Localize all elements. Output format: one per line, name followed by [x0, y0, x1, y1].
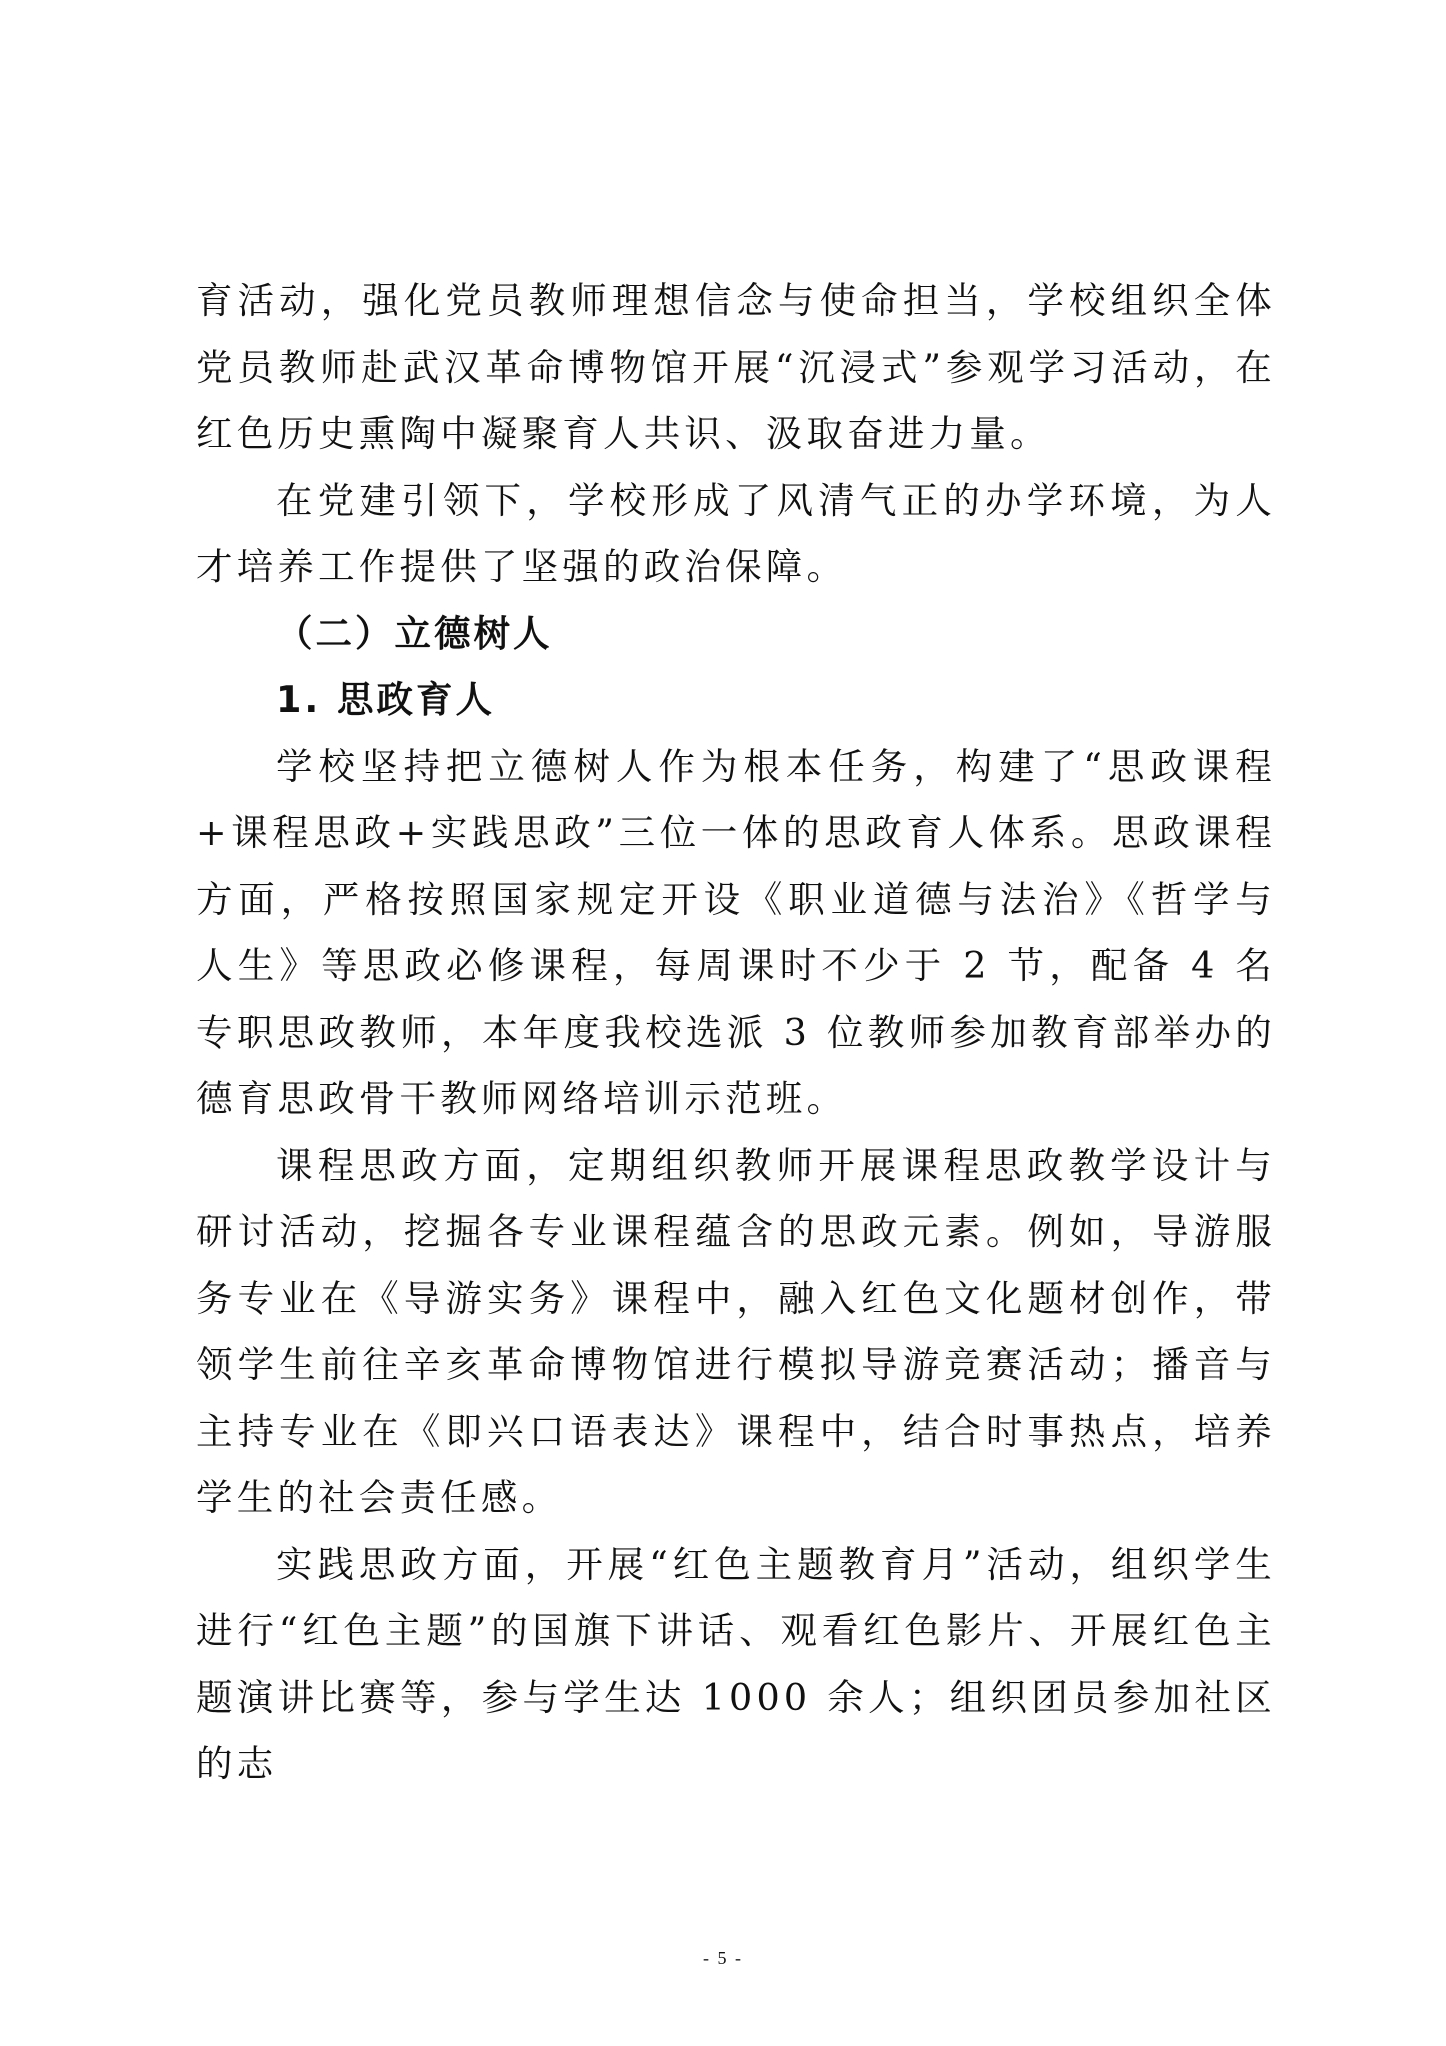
page-number: - 5 -: [703, 1948, 743, 1968]
paragraph-party-building-summary: 在党建引领下，学校形成了风清气正的办学环境，为人才培养工作提供了坚强的政治保障。: [196, 478, 1276, 588]
paragraph-ideological-courses: 学校坚持把立德树人作为根本任务，构建了“思政课程+课程思政+实践思政”三位一体的思政育人体系。思政课程方面，严格按照国家规定开设《职业道德与法治》《哲学与人生》等思政必修课程，每周课时不少于 2 节，配备 4 名专职思政教师，本年度我校选派 3 位教师参加教育部举办的德育思政骨干教师网络培训示范班。: [196, 744, 1276, 1120]
section-heading: （二）立德树人: [276, 611, 553, 655]
paragraph-course-ideology: 课程思政方面，定期组织教师开展课程思政教学设计与研讨活动，挖掘各专业课程蕴含的思政元素。例如，导游服务专业在《导游实务》课程中，融入红色文化题材创作，带领学生前往辛亥革命博物馆进行模拟导游竞赛活动；播音与主持专业在《即兴口语表达》课程中，结合时事热点，培养学生的社会责任感。: [196, 1143, 1276, 1519]
paragraph-practice-ideology: 实践思政方面，开展“红色主题教育月”活动，组织学生进行“红色主题”的国旗下讲话、观看红色影片、开展红色主题演讲比赛等，参与学生达 1000 余人；组织团员参加社区的志: [196, 1542, 1276, 1785]
paragraph-continuation: 育活动，强化党员教师理想信念与使命担当，学校组织全体党员教师赴武汉革命博物馆开展“沉浸式”参观学习活动，在红色历史熏陶中凝聚育人共识、汲取奋进力量。: [196, 279, 1276, 455]
document-body: [196, 268, 1276, 1798]
subsection-heading: 1. 思政育人: [276, 678, 495, 721]
